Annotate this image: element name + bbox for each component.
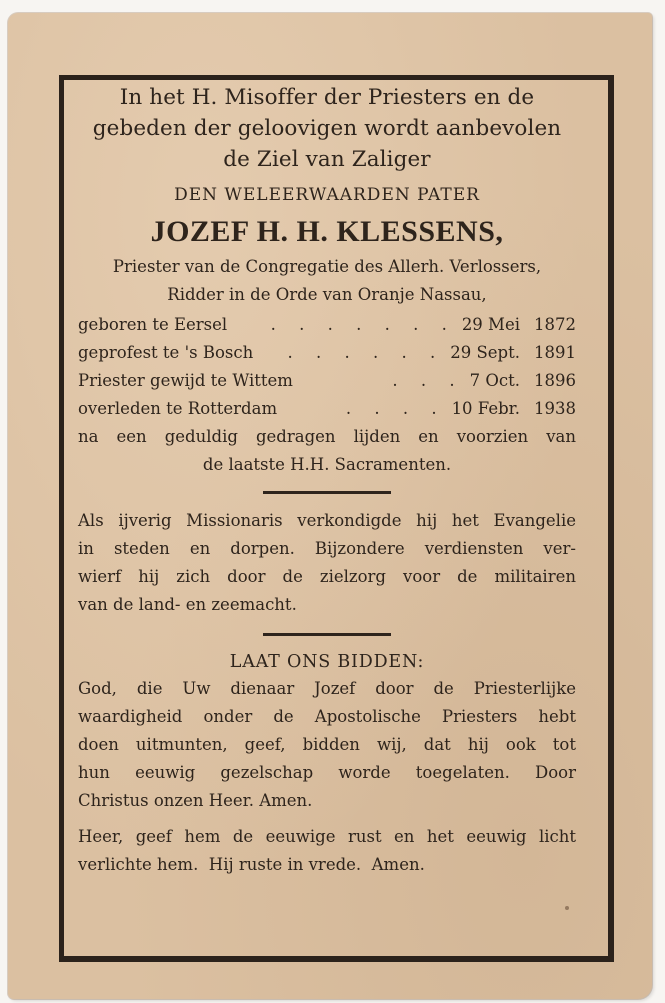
role-line: Priester van de Congregatie des Allerh. Verlossers, xyxy=(112,257,542,276)
biography-line: in steden en dorpen. Bijzondere verdiensten ver- xyxy=(78,539,576,558)
sacraments-text xyxy=(78,423,576,479)
prayer-line: waardigheid onder de Apostolische Priesters hebt xyxy=(78,707,576,726)
card-content xyxy=(78,82,576,879)
paper-spot xyxy=(565,906,569,910)
date-day-month: 29 Sept. xyxy=(450,343,520,362)
biography-line: van de land- en zeemacht. xyxy=(78,595,297,614)
date-label: geprofest te 's Bosch xyxy=(78,343,254,362)
intro-text xyxy=(78,82,576,175)
date-day-month: 7 Oct. xyxy=(469,371,520,390)
sacrament-line: de laatste H.H. Sacramenten. xyxy=(202,455,452,474)
intro-line: In het H. Misoffer der Priesters en de xyxy=(119,85,535,110)
date-day-month: 29 Mei xyxy=(461,315,520,334)
prayer-line: Christus onzen Heer. Amen. xyxy=(78,791,313,810)
date-day-month: 10 Febr. xyxy=(451,399,520,418)
date-label: Priester gewijd te Wittem xyxy=(78,371,293,390)
prayer-line: doen uitmunten, geef, bidden wij, dat hij ook tot xyxy=(78,735,576,754)
biography-line: wierf hij zich door de zielzorg voor de militairen xyxy=(78,567,576,586)
prayer-line: hun eeuwig gezelschap worde toegelaten. Door xyxy=(78,763,576,782)
sacrament-line: na een geduldig gedragen lijden en voorzien van xyxy=(78,427,576,446)
date-year: 1896 xyxy=(534,371,576,390)
prayer-line: God, die Uw dienaar Jozef door de Priesterlijke xyxy=(78,679,576,698)
date-row xyxy=(78,311,576,339)
role-line: Ridder in de Orde van Oranje Nassau, xyxy=(167,285,487,304)
prayer-text xyxy=(78,675,576,815)
leader-dots: . . . . . . xyxy=(287,343,445,362)
date-year: 1891 xyxy=(534,343,576,362)
closing-line: verlichte hem. Hij ruste in vrede. Amen. xyxy=(78,855,425,874)
leader-dots: . . . . . . . xyxy=(270,315,456,334)
title-line: DEN WELEERWAARDEN PATER xyxy=(174,185,480,205)
leader-dots: . . . xyxy=(392,371,464,390)
date-row xyxy=(78,339,576,367)
date-label: overleden te Rotterdam xyxy=(78,399,278,418)
intro-line: gebeden der geloovigen wordt aanbevolen xyxy=(92,116,562,141)
prayer-heading: LAAT ONS BIDDEN: xyxy=(229,652,425,672)
date-row xyxy=(78,367,576,395)
biography-text xyxy=(78,507,576,619)
biography-line: Als ijverig Missionaris verkondigde hij het Evangelie xyxy=(78,511,576,530)
date-row xyxy=(78,395,576,423)
role-text xyxy=(78,253,576,309)
dates-list xyxy=(78,311,576,423)
date-label: geboren te Eersel xyxy=(78,315,228,334)
intro-line: de Ziel van Zaliger xyxy=(223,147,431,172)
date-year: 1938 xyxy=(534,399,576,418)
leader-dots: . . . . xyxy=(345,399,446,418)
deceased-name: JOZEF H. H. KLESSENS, xyxy=(150,215,504,248)
closing-line: Heer, geef hem de eeuwige rust en het eeuwig licht xyxy=(78,827,576,846)
date-year: 1872 xyxy=(534,315,576,334)
closing-text xyxy=(78,823,576,879)
